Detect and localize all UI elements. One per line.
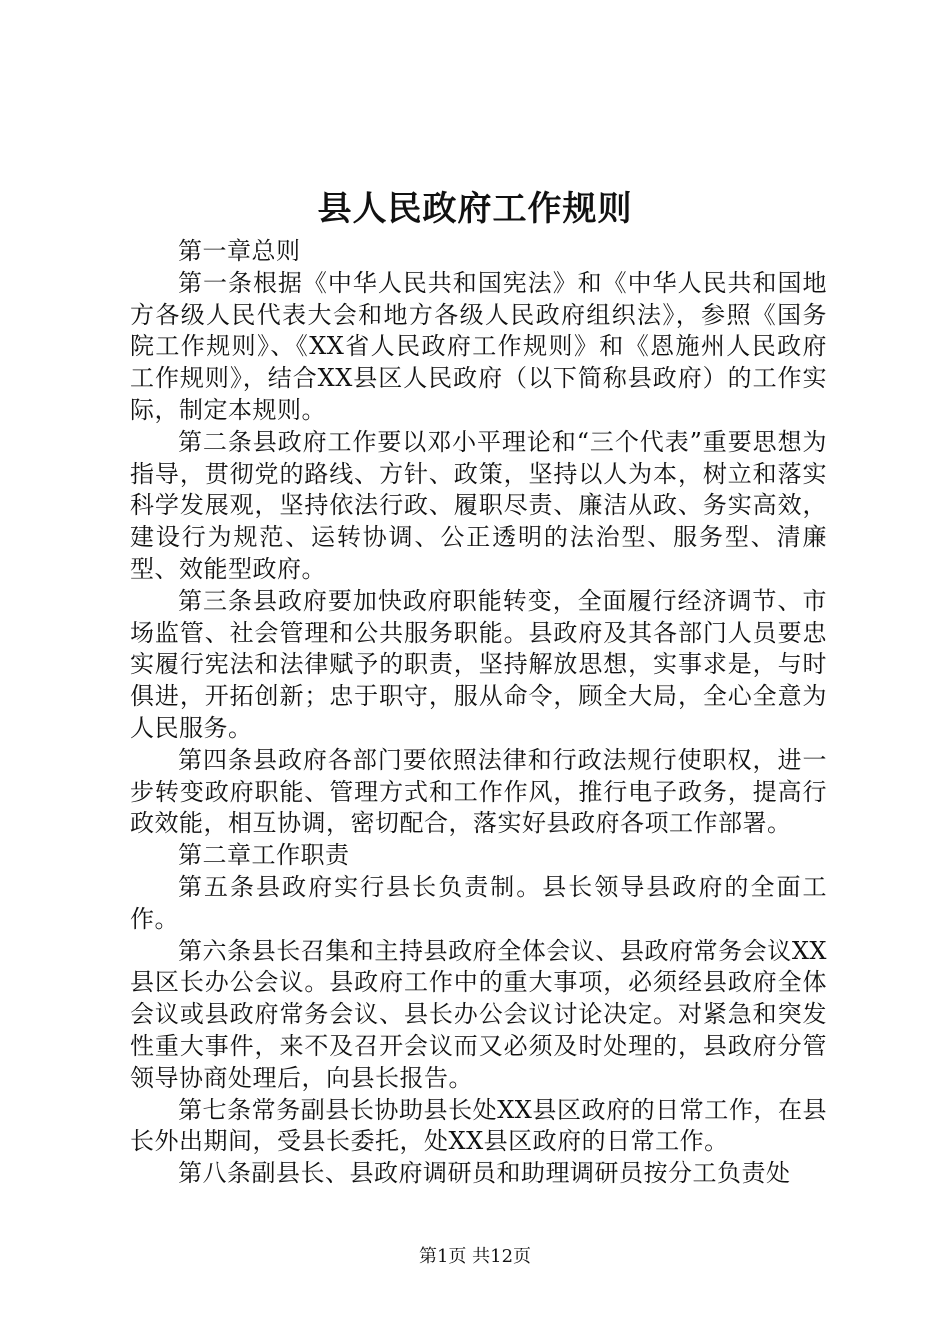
chapter-heading-1: 第一章总则 <box>178 237 301 265</box>
chapter-heading-2: 第二章工作职责 <box>178 841 350 870</box>
article-8: 第八条副县长、县政府调研员和助理调研员按分工负责处 <box>178 1159 791 1188</box>
article-3: 第三条县政府要加快政府职能转变，全面履行经济调节、市场监管、社会管理和公共服务职能。县政府及其各部门人员要忠实履行宪法和法律赋予的职责，坚持解放思想，实事求是，与时俱进，开拓创新；忠于职守，服从命令，顾全大局，全心全意为人民服务。 <box>130 586 827 742</box>
document-title: 县人民政府工作规则 <box>317 189 633 229</box>
article-5: 第五条县政府实行县长负责制。县长领导县政府的全面工作。 <box>130 872 827 933</box>
article-6: 第六条县长召集和主持县政府全体会议、县政府常务会议XX县区长办公会议。县政府工作中的重大事项，必须经县政府全体会议或县政府常务会议、县长办公会议讨论决定。对紧急和突发性重大事件，来不及召开会议而又必须及时处理的，县政府分管领导协商处理后，向县长报告。 <box>130 936 827 1092</box>
document-body <box>130 236 827 1190</box>
article-4: 第四条县政府各部门要依照法律和行政法规行使职权，进一步转变政府职能、管理方式和工作作风，推行电子政务，提高行政效能，相互协调，密切配合，落实好县政府各项工作部署。 <box>130 745 827 838</box>
article-1: 第一条根据《中华人民共和国宪法》和《中华人民共和国地方各级人民代表大会和地方各级人民政府组织法》，参照《国务院工作规则》、《XX省人民政府工作规则》和《恩施州人民政府工作规则》，结合XX县区人民政府（以下简称县政府）的工作实际，制定本规则。 <box>130 268 827 424</box>
article-2: 第二条县政府工作要以邓小平理论和“三个代表”重要思想为指导，贯彻党的路线、方针、政策，坚持以人为本，树立和落实科学发展观，坚持依法行政、履职尽责、廉洁从政、务实高效，建设行为规范、运转协调、公正透明的法治型、服务型、清廉型、效能型政府。 <box>130 427 827 583</box>
article-7: 第七条常务副县长协助县长处XX县区政府的日常工作，在县长外出期间，受县长委托，处XX县区政府的日常工作。 <box>130 1095 827 1156</box>
page-footer: 第1页 共12页 <box>418 1246 532 1267</box>
